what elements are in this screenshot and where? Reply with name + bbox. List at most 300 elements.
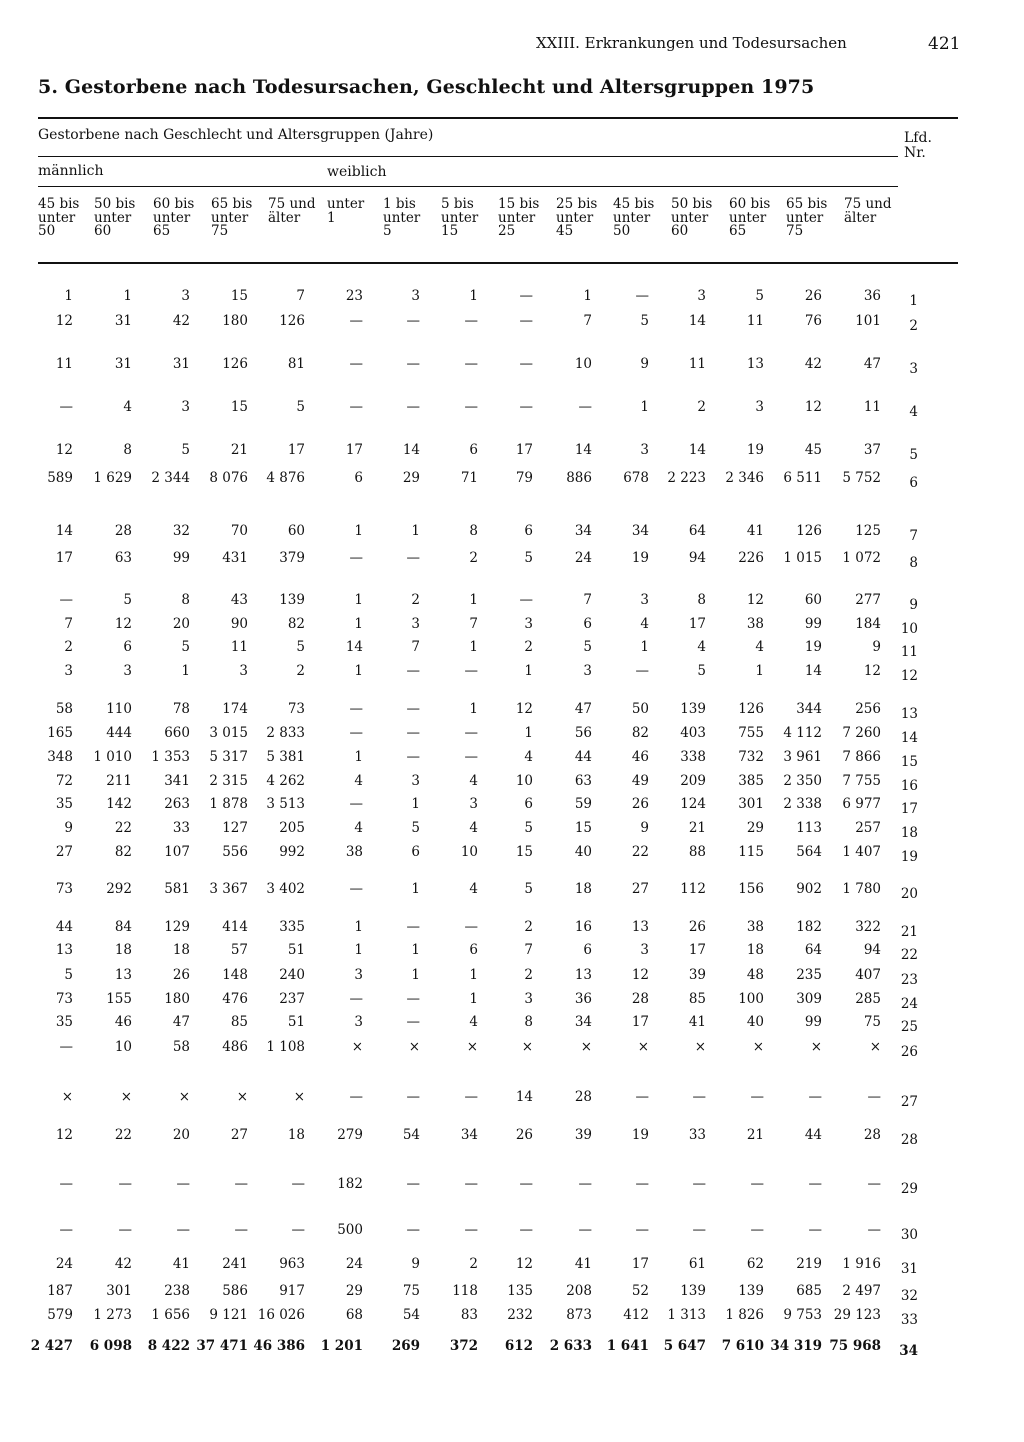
table-cell: 64 [688,523,706,539]
row-number: 17 [900,801,918,817]
table-cell: 60 [804,592,822,608]
row-number: 20 [900,886,918,902]
table-cell: 2 [296,663,305,679]
table-cell: — [867,1222,881,1238]
table-row [0,1127,1024,1147]
table-cell: 732 [738,749,764,765]
table-cell: 64 [804,942,822,958]
table-cell: 11 [688,356,706,372]
table-cell: 54 [402,1307,420,1323]
row-number: 8 [909,555,918,571]
table-cell: 42 [804,356,822,372]
table-cell: 12 [515,1256,533,1272]
table-cell: 11 [746,313,764,329]
table-cell: 1 108 [266,1039,305,1055]
table-cell: 1 [354,749,363,765]
row-number: 34 [899,1343,918,1359]
table-cell: 9 [872,639,881,655]
table-cell: — [234,1222,248,1238]
table-cell: 13 [631,919,649,935]
table-row [0,942,1024,962]
table-cell: — [406,356,420,372]
table-cell: 29 [746,820,764,836]
table-cell: — [808,1089,822,1105]
table-cell: 335 [279,919,305,935]
table-cell: 9 753 [783,1307,822,1323]
table-cell: 5 [640,313,649,329]
column-header: 45 bis unter 50 [613,196,655,239]
table-cell: 403 [680,725,706,741]
table-cell: 56 [574,725,592,741]
table-cell: 6 [524,796,533,812]
table-cell: 5 [755,288,764,304]
table-cell: 407 [855,967,881,983]
table-cell: 51 [287,1014,305,1030]
table-cell: 58 [172,1039,190,1055]
table-cell: 19 [746,442,764,458]
table-cell: 52 [631,1283,649,1299]
table-cell: — [867,1176,881,1192]
table-cell: — [464,663,478,679]
table-cell: 431 [222,550,248,566]
table-cell: 78 [172,701,190,717]
table-cell: 476 [222,991,248,1007]
table-cell: 1 [583,288,592,304]
table-cell: 7 [296,288,305,304]
table-cell: 11 [863,399,881,415]
table-cell: 58 [55,701,73,717]
page-number: 421 [928,34,961,54]
table-cell: 3 [411,616,420,632]
table-cell: — [808,1176,822,1192]
table-cell: 5 [411,820,420,836]
table-cell: 1 916 [842,1256,881,1272]
table-cell: 4 [469,773,478,789]
table-cell: 59 [574,796,592,812]
table-cell: 4 [354,820,363,836]
row-number: 5 [909,447,918,463]
table-cell: 10 [515,773,533,789]
table-cell: — [291,1222,305,1238]
table-cell: 1 629 [93,470,132,486]
row-number: 31 [900,1261,918,1277]
table-cell: 5 [296,399,305,415]
table-cell: 1 [411,967,420,983]
table-cell: 5 647 [663,1338,706,1354]
table-cell: 27 [230,1127,248,1143]
table-cell: × [694,1039,706,1055]
table-cell: 2 427 [30,1338,73,1354]
table-cell: 7 [469,616,478,632]
table-cell: 35 [55,1014,73,1030]
table-cell: 125 [855,523,881,539]
table-cell: 18 [574,881,592,897]
table-cell: 11 [230,639,248,655]
table-cell: 5 381 [266,749,305,765]
table-cell: 73 [287,701,305,717]
table-cell: 47 [172,1014,190,1030]
row-number: 16 [900,778,918,794]
table-cell: 13 [574,967,592,983]
table-cell: 338 [680,749,706,765]
table-cell: 2 [64,639,73,655]
male-label: männlich [38,163,104,179]
table-cell: 279 [337,1127,363,1143]
table-cell: 1 [469,967,478,983]
table-cell: 1 [755,663,764,679]
row-number: 33 [900,1312,918,1328]
table-cell: 7 [583,592,592,608]
table-row [0,773,1024,793]
column-header: 25 bis unter 45 [556,196,598,239]
table-row [0,442,1024,462]
table-cell: — [349,881,363,897]
table-cell: — [464,1176,478,1192]
table-cell: 3 [640,942,649,958]
table-cell: 14 [345,639,363,655]
table-cell: 2 [697,399,706,415]
table-cell: 142 [106,796,132,812]
table-cell: 75 [402,1283,420,1299]
table-cell: — [406,399,420,415]
table-cell: 16 [574,919,592,935]
table-cell: 1 010 [93,749,132,765]
table-cell: 902 [796,881,822,897]
table-cell: 7 610 [721,1338,764,1354]
table-cell: 135 [507,1283,533,1299]
table-cell: — [349,796,363,812]
table-cell: — [692,1176,706,1192]
table-cell: 2 344 [151,470,190,486]
row-number: 12 [900,668,918,684]
table-cell: — [464,919,478,935]
table-cell: 21 [746,1127,764,1143]
table-cell: 1 [469,991,478,1007]
table-cell: 82 [287,616,305,632]
row-number: 26 [900,1044,918,1060]
table-row [0,844,1024,864]
table-cell: 29 [402,470,420,486]
table-cell: 84 [114,919,132,935]
table-cell: 1 878 [209,796,248,812]
table-cell: 20 [172,1127,190,1143]
table-row [0,1039,1024,1059]
table-cell: 3 [755,399,764,415]
table-cell: 3 [697,288,706,304]
table-cell: 12 [55,313,73,329]
table-cell: 29 [345,1283,363,1299]
table-cell: 4 [469,1014,478,1030]
table-cell: 17 [55,550,73,566]
table-cell: 6 [583,616,592,632]
table-cell: 3 [524,991,533,1007]
table-cell: 1 [411,942,420,958]
table-cell: 3 [640,442,649,458]
table-cell: 1 [469,639,478,655]
table-cell: 1 353 [151,749,190,765]
table-cell: 17 [631,1014,649,1030]
table-cell: 71 [460,470,478,486]
table-cell: 45 [804,442,822,458]
table-cell: — [519,288,533,304]
table-row [0,399,1024,419]
table-cell: 385 [738,773,764,789]
table-cell: 1 656 [151,1307,190,1323]
table-cell: — [59,1222,73,1238]
table-cell: 1 273 [93,1307,132,1323]
table-cell: 81 [287,356,305,372]
table-cell: 5 317 [209,749,248,765]
total-row [0,1338,1024,1358]
table-cell: 139 [680,701,706,717]
table-cell: 2 [411,592,420,608]
table-cell: × [580,1039,592,1055]
group-underline [38,156,898,157]
table-cell: 127 [222,820,248,836]
table-cell: 3 [354,1014,363,1030]
table-cell: 31 [114,356,132,372]
table-cell: 1 [524,725,533,741]
table-cell: 13 [746,356,764,372]
table-cell: 94 [688,550,706,566]
table-cell: 38 [746,919,764,935]
table-cell: — [406,550,420,566]
table-cell: — [519,356,533,372]
table-cell: 1 407 [842,844,881,860]
table-cell: 6 511 [783,470,822,486]
column-header: 15 bis unter 25 [498,196,540,239]
table-cell: 63 [114,550,132,566]
row-number: 7 [909,528,918,544]
table-cell: 33 [688,1127,706,1143]
table-cell: 1 072 [842,550,881,566]
table-cell: 22 [114,820,132,836]
table-cell: 4 112 [783,725,822,741]
row-number: 13 [900,706,918,722]
table-cell: 5 [181,442,190,458]
table-cell: 660 [164,725,190,741]
table-cell: 50 [631,701,649,717]
table-cell: 414 [222,919,248,935]
table-cell: 6 [469,942,478,958]
table-cell: 586 [222,1283,248,1299]
table-cell: 2 350 [783,773,822,789]
table-cell: 63 [574,773,592,789]
table-row [0,639,1024,659]
column-header: 45 bis unter 50 [38,196,80,239]
table-cell: 755 [738,725,764,741]
table-cell: 263 [164,796,190,812]
table-cell: 62 [746,1256,764,1272]
table-row [0,616,1024,636]
table-cell: 34 [574,1014,592,1030]
table-cell: — [578,1176,592,1192]
table-cell: 44 [574,749,592,765]
table-cell: — [406,313,420,329]
table-cell: 6 098 [89,1338,132,1354]
table-cell: × [466,1039,478,1055]
table-cell: 82 [114,844,132,860]
table-cell: 27 [55,844,73,860]
table-cell: 886 [566,470,592,486]
table-cell: × [408,1039,420,1055]
table-row [0,313,1024,333]
table-cell: 14 [574,442,592,458]
table-cell: 992 [279,844,305,860]
table-cell: 36 [863,288,881,304]
table-cell: 1 [354,616,363,632]
table-cell: 28 [574,1089,592,1105]
table-cell: 589 [47,470,73,486]
table-cell: — [464,399,478,415]
table-cell: 444 [106,725,132,741]
table-cell: 110 [106,701,132,717]
table-cell: 46 [631,749,649,765]
table-cell: 18 [746,942,764,958]
column-header: 5 bis unter 15 [441,196,479,239]
table-cell: 277 [855,592,881,608]
table-cell: × [61,1089,73,1105]
table-cell: 7 260 [842,725,881,741]
table-cell: 285 [855,991,881,1007]
table-cell: 1 [411,523,420,539]
table-cell: 14 [55,523,73,539]
table-cell: — [59,399,73,415]
table-cell: — [519,313,533,329]
table-cell: 6 [469,442,478,458]
table-cell: 240 [279,967,305,983]
table-cell: 5 [181,639,190,655]
table-row [0,356,1024,376]
table-cell: 17 [345,442,363,458]
table-cell: 581 [164,881,190,897]
table-cell: — [578,1222,592,1238]
table-cell: 3 367 [209,881,248,897]
table-cell: 12 [55,442,73,458]
table-cell: 24 [55,1256,73,1272]
column-header: 75 und älter [844,196,892,226]
table-cell: 3 [181,399,190,415]
table-cell: 237 [279,991,305,1007]
table-cell: 1 [469,288,478,304]
table-row [0,725,1024,745]
table-cell: 2 315 [209,773,248,789]
table-cell: 165 [47,725,73,741]
table-cell: 5 [583,639,592,655]
table-row [0,1283,1024,1303]
table-cell: 301 [738,796,764,812]
table-cell: — [406,749,420,765]
table-cell: — [635,1222,649,1238]
table-cell: 873 [566,1307,592,1323]
table-row [0,796,1024,816]
table-cell: 1 [411,796,420,812]
table-cell: 208 [566,1283,592,1299]
table-title: 5. Gestorbene nach Todesursachen, Geschlecht und Altersgruppen 1975 [38,76,815,98]
table-cell: 1 [354,942,363,958]
table-cell: — [406,1222,420,1238]
table-cell: 8 [697,592,706,608]
table-cell: 6 [123,639,132,655]
table-cell: 38 [345,844,363,860]
table-cell: 60 [287,523,305,539]
table-cell: 3 [411,773,420,789]
table-cell: 4 [697,639,706,655]
table-cell: 17 [287,442,305,458]
table-cell: 3 [64,663,73,679]
table-cell: 16 026 [257,1307,305,1323]
table-cell: — [464,749,478,765]
running-head: XXIII. Erkrankungen und Todesursachen [536,34,847,52]
row-number: 25 [900,1019,918,1035]
row-number: 1 [909,293,918,309]
row-number: 3 [909,361,918,377]
table-cell: × [521,1039,533,1055]
table-cell: 21 [688,820,706,836]
table-cell: 9 [411,1256,420,1272]
table-cell: — [464,1089,478,1105]
table-cell: 2 633 [549,1338,592,1354]
table-cell: — [808,1222,822,1238]
table-cell: 1 [354,919,363,935]
table-row [0,592,1024,612]
table-cell: 139 [738,1283,764,1299]
table-cell: 40 [746,1014,764,1030]
table-cell: 3 [583,663,592,679]
table-cell: 99 [804,1014,822,1030]
table-cell: 612 [504,1338,533,1354]
table-cell: 14 [688,313,706,329]
table-cell: 219 [796,1256,822,1272]
table-cell: 76 [804,313,822,329]
table-cell: 8 [181,592,190,608]
table-row [0,663,1024,683]
table-cell: 1 [354,592,363,608]
column-header: 65 bis unter 75 [786,196,828,239]
table-cell: 88 [688,844,706,860]
table-cell: 39 [574,1127,592,1143]
table-cell: 256 [855,701,881,717]
table-cell: — [349,313,363,329]
table-cell: 41 [746,523,764,539]
table-cell: 1 313 [667,1307,706,1323]
table-cell: 8 [524,1014,533,1030]
table-cell: 12 [631,967,649,983]
table-cell: 57 [230,942,248,958]
table-cell: 182 [796,919,822,935]
table-cell: 7 [583,313,592,329]
table-cell: × [637,1039,649,1055]
header-bottom-rule [38,262,958,264]
table-cell: 7 866 [842,749,881,765]
column-header: unter 1 [327,196,365,226]
table-cell: 35 [55,796,73,812]
table-cell: 75 [863,1014,881,1030]
table-cell: 6 [411,844,420,860]
table-cell: 14 [515,1089,533,1105]
lfd-nr-label: Lfd. Nr. [904,130,932,161]
table-cell: 180 [222,313,248,329]
table-cell: 41 [688,1014,706,1030]
row-number: 28 [900,1132,918,1148]
table-cell: 182 [337,1176,363,1192]
table-cell: 3 402 [266,881,305,897]
table-cell: 9 [640,356,649,372]
table-cell: 3 [524,616,533,632]
table-cell: 41 [574,1256,592,1272]
table-cell: 5 [64,967,73,983]
table-cell: — [578,399,592,415]
